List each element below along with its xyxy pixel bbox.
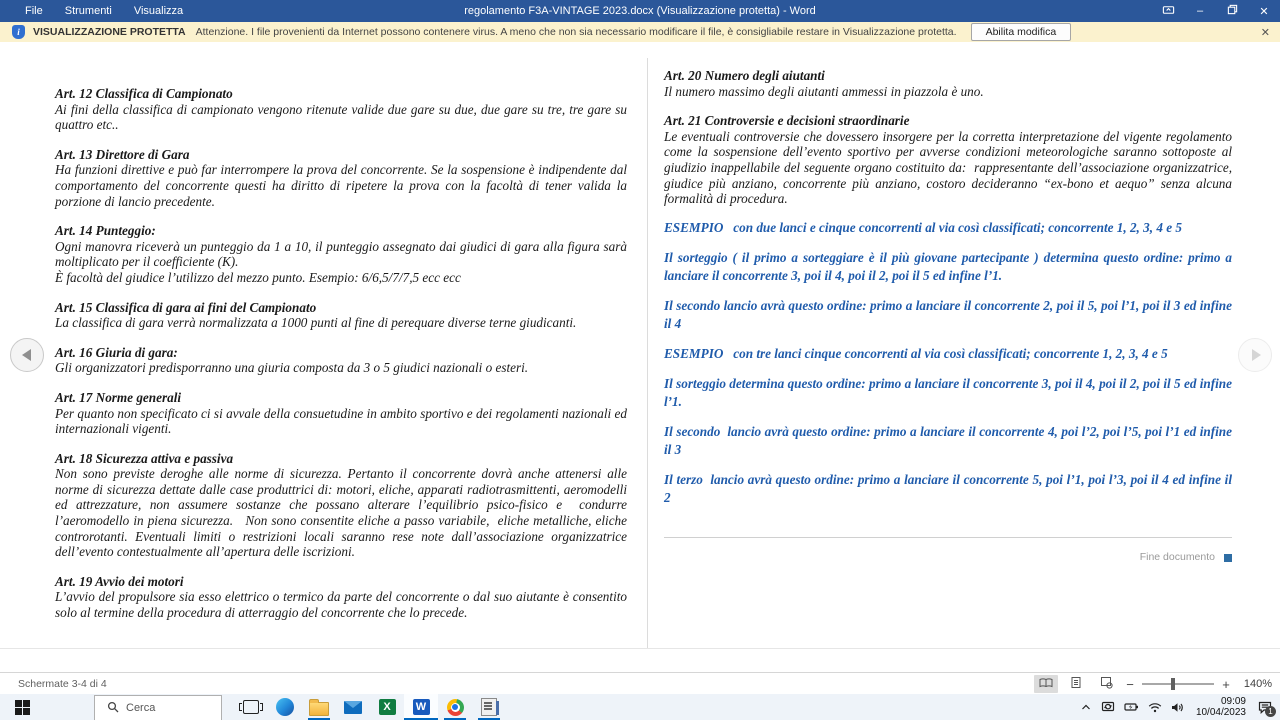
window-title: regolamento F3A-VINTAGE 2023.docx (Visualizzazione protetta) - Word xyxy=(464,5,816,17)
arrow-left-icon xyxy=(22,349,31,361)
tray-date: 10/04/2023 xyxy=(1195,707,1246,718)
mail-icon xyxy=(344,701,362,714)
doc-heading: Art. 12 Classifica di Campionato xyxy=(55,86,233,101)
minimize-icon: – xyxy=(1196,5,1204,17)
search-input[interactable] xyxy=(94,695,222,720)
read-mode-button[interactable] xyxy=(1034,675,1058,693)
document-page-right-text xyxy=(664,68,1236,507)
doc-paragraph: Ha funzioni direttive e può far interrompere la prova del concorrente. Se la sospensione è indipendente dal comportamento del concorrente questi ha diritto di ripetere la prova con la facoltà di tener valida la porzione di lancio precedente. xyxy=(55,162,631,209)
zoom-percentage-label[interactable]: 140% xyxy=(1243,678,1272,690)
search-placeholder: Cerca xyxy=(126,702,156,714)
word-status-bar xyxy=(0,672,1280,695)
close-icon: ✕ xyxy=(1259,5,1269,18)
doc-heading: Art. 15 Classifica di gara ai fini del Campionato xyxy=(55,299,317,315)
protected-bar-close-icon[interactable]: ✕ xyxy=(1260,26,1270,39)
page-divider xyxy=(647,58,648,648)
windows-taskbar xyxy=(0,694,1280,720)
taskbar-clock[interactable] xyxy=(1196,696,1246,718)
doc-paragraph: Non sono previste deroghe alle norme di sicurezza. Pertanto il concorrente dovrà anche attenersi alle norme di sicurezza dettate dalle case produttrici di: motori, eliche, apparati radiotrasmittenti, aeromodelli ed attrezzature, non assumere sostanze che possano alterare l’equilibrio psico-fisico e condurre l’aeromodello in piena sicurezza. Non sono consentite eliche a passo variabile, eliche metalliche, eliche controrotanti. Eventuali limiti o restrizioni locali saranno rese note dall’associazione organizzatrice dell’evento contestualmente all’apertura delle iscrizioni. xyxy=(55,466,631,560)
taskbar-reader-button[interactable] xyxy=(472,694,506,720)
doc-paragraph: È facoltà del giudice l’utilizzo del mezzo punto. Esempio: 6/6,5/7/7,5 ecc ecc xyxy=(55,269,461,285)
restore-button[interactable] xyxy=(1216,0,1248,22)
doc-paragraph: Il terzo lancio avrà questo ordine: primo a lanciare il concorrente 5, poi l’1, poi l’3, poi il 4 ed infine il 2 xyxy=(664,471,1236,505)
doc-heading: Art. 17 Norme generali xyxy=(55,389,182,405)
pc-sync-icon[interactable] xyxy=(1101,701,1115,713)
zoom-slider[interactable] xyxy=(1142,683,1214,685)
taskbar-chrome-button[interactable] xyxy=(438,694,472,720)
doc-heading: Art. 18 Sicurezza attiva e passiva xyxy=(55,450,234,466)
end-of-document-label: Fine documento xyxy=(1139,550,1215,563)
ribbon-display-icon xyxy=(1162,4,1175,19)
taskbar-excel-button[interactable] xyxy=(370,694,404,720)
previous-page-button[interactable] xyxy=(10,338,44,372)
doc-paragraph: Gli organizzatori predisporranno una giuria composta da 3 o 5 giudici nazionali o esteri. xyxy=(55,360,529,376)
protected-view-message: Attenzione. I file provenienti da Internet possono contenere virus. A meno che non sia necessario modificare il file, è consigliabile restare in Visualizzazione protetta. xyxy=(195,26,957,38)
zoom-out-button[interactable]: − xyxy=(1126,676,1134,692)
taskbar-task-view-button[interactable] xyxy=(234,694,268,720)
doc-paragraph: L’avvio del propulsore sia esso elettrico o termico da parte del concorrente o dal suo aiutante è consentito solo al termine della procedura di atterraggio del concorrente che lo precede. xyxy=(55,589,631,621)
print-layout-button[interactable] xyxy=(1064,675,1088,693)
explorer-icon xyxy=(309,702,329,716)
battery-charging-icon[interactable] xyxy=(1124,702,1139,712)
notification-badge: 1 xyxy=(1265,706,1276,717)
doc-paragraph: La classifica di gara verrà normalizzata a 1000 punti al fine di perequare diverse terne giudicanti. xyxy=(55,315,577,331)
doc-paragraph: Il sorteggio determina questo ordine: primo a lanciare il concorrente 3, poi il 4, poi il 2, poi il 5 ed infine l’1. xyxy=(664,375,1236,409)
reader-icon xyxy=(481,698,497,716)
word-titlebar xyxy=(0,0,1280,22)
chrome-icon xyxy=(447,699,464,716)
menubar xyxy=(0,0,194,22)
taskbar-edge-button[interactable] xyxy=(268,694,302,720)
tray-time: 09:09 xyxy=(1220,696,1246,707)
excel-icon: X xyxy=(379,699,396,715)
doc-heading: Art. 16 Giuria di gara: xyxy=(55,344,178,360)
reading-area-bottom-border xyxy=(0,648,1280,649)
minimize-button[interactable] xyxy=(1184,0,1216,22)
end-of-document-rule xyxy=(664,537,1232,538)
protected-view-bar xyxy=(0,22,1280,42)
windows-logo-icon xyxy=(15,700,30,715)
window-controls xyxy=(1152,0,1280,22)
doc-paragraph: ESEMPIO con tre lanci cinque concorrenti al via così classificati; concorrente 1, 2, 3, 4 e 5 xyxy=(664,345,1168,361)
restore-icon xyxy=(1227,4,1238,18)
hidden-icons-chevron-icon[interactable] xyxy=(1080,702,1092,712)
menu-file[interactable]: File xyxy=(25,5,43,17)
doc-paragraph: Le eventuali controversie che dovessero insorgere per la corretta interpretazione del vigente regolamento come la sospensione dell’evento sportivo per avverse condizioni meteorologiche saranno sottoposte al giudizio inappellabile del seguente organo costituito da: rappresentante dell’associazione organizzatrice, giudice più anziano, concorrente più anziano, costoro decideranno “ex-bono et aequo” senza alcuna formalità di procedura. xyxy=(664,128,1236,207)
action-center-button[interactable] xyxy=(1258,701,1272,714)
document-page-left xyxy=(55,86,631,621)
search-icon xyxy=(95,701,126,716)
doc-paragraph: Ai fini della classifica di campionato vengono ritenute valide due gare su due, due gare su tre, tre gare su quattro etc.. xyxy=(55,101,631,133)
wifi-icon[interactable] xyxy=(1148,702,1162,713)
taskbar-explorer-button[interactable] xyxy=(302,694,336,720)
taskbar-word-button[interactable] xyxy=(404,694,438,720)
doc-heading: Art. 19 Avvio dei motori xyxy=(55,573,184,589)
menu-visualizza[interactable]: Visualizza xyxy=(133,5,184,17)
edge-icon xyxy=(276,698,294,716)
close-button[interactable] xyxy=(1248,0,1280,22)
arrow-right-icon xyxy=(1252,349,1261,361)
word-icon: W xyxy=(413,699,430,715)
read-mode-icon xyxy=(1039,677,1053,692)
menu-strumenti[interactable]: Strumenti xyxy=(64,5,112,17)
volume-icon[interactable] xyxy=(1171,702,1184,713)
print-layout-icon xyxy=(1070,676,1082,692)
zoom-in-button[interactable]: + xyxy=(1222,676,1230,692)
doc-paragraph: ESEMPIO con due lanci e cinque concorrenti al via così classificati; concorrente 1, 2, 3, 4 e 5 xyxy=(664,219,1182,235)
taskbar-apps xyxy=(234,694,506,720)
doc-paragraph: Il numero massimo degli aiutanti ammessi in piazzola è uno. xyxy=(664,83,984,99)
page-count-label[interactable]: Schermate 3-4 di 4 xyxy=(18,678,107,690)
next-page-button[interactable] xyxy=(1238,338,1272,372)
start-button[interactable] xyxy=(0,694,44,720)
web-layout-button[interactable] xyxy=(1094,675,1118,693)
web-layout-icon xyxy=(1100,676,1113,692)
doc-heading: Art. 20 Numero degli aiutanti xyxy=(664,68,825,83)
doc-paragraph: Il secondo lancio avrà questo ordine: primo a lanciare il concorrente 2, poi il 5, poi l’1, poi il 3 ed infine il 4 xyxy=(664,297,1236,331)
doc-paragraph: Il sorteggio ( il primo a sorteggiare è il più giovane partecipante ) determina questo ordine: primo a lanciare il concorrente 3, poi il 4, poi il 2, poi il 5 ed infine l’1. xyxy=(664,249,1236,283)
end-of-document-marker-icon xyxy=(1224,554,1232,562)
document-area xyxy=(0,42,1280,672)
doc-paragraph: Ogni manovra riceverà un punteggio da 1 a 10, il punteggio assegnato dai giudici di gara alla figura sarà moltiplicato per il coefficiente (K). xyxy=(55,238,631,270)
enable-editing-button[interactable]: Abilita modifica xyxy=(971,23,1072,41)
ribbon-display-options-button[interactable] xyxy=(1152,0,1184,22)
shield-icon: i xyxy=(12,25,25,39)
protected-view-label: VISUALIZZAZIONE PROTETTA xyxy=(33,26,186,38)
end-of-document-block xyxy=(664,537,1232,566)
system-tray xyxy=(1080,694,1280,720)
taskbar-mail-button[interactable] xyxy=(336,694,370,720)
doc-heading: Art. 21 Controversie e decisioni straordinarie xyxy=(664,113,910,129)
document-page-right xyxy=(664,68,1236,565)
doc-paragraph: Per quanto non specificato ci si avvale della consuetudine in ambito sportivo e dei regolamenti nazionali ed internazionali vigenti. xyxy=(55,405,631,437)
doc-paragraph: Il secondo lancio avrà questo ordine: primo a lanciare il concorrente 4, poi l’2, poi l’5, poi l’1 ed infine il 3 xyxy=(664,423,1236,457)
doc-heading: Art. 13 Direttore di Gara xyxy=(55,146,190,162)
task-view-icon xyxy=(243,700,259,714)
zoom-slider-thumb[interactable] xyxy=(1171,678,1175,690)
doc-heading: Art. 14 Punteggio: xyxy=(55,223,156,239)
